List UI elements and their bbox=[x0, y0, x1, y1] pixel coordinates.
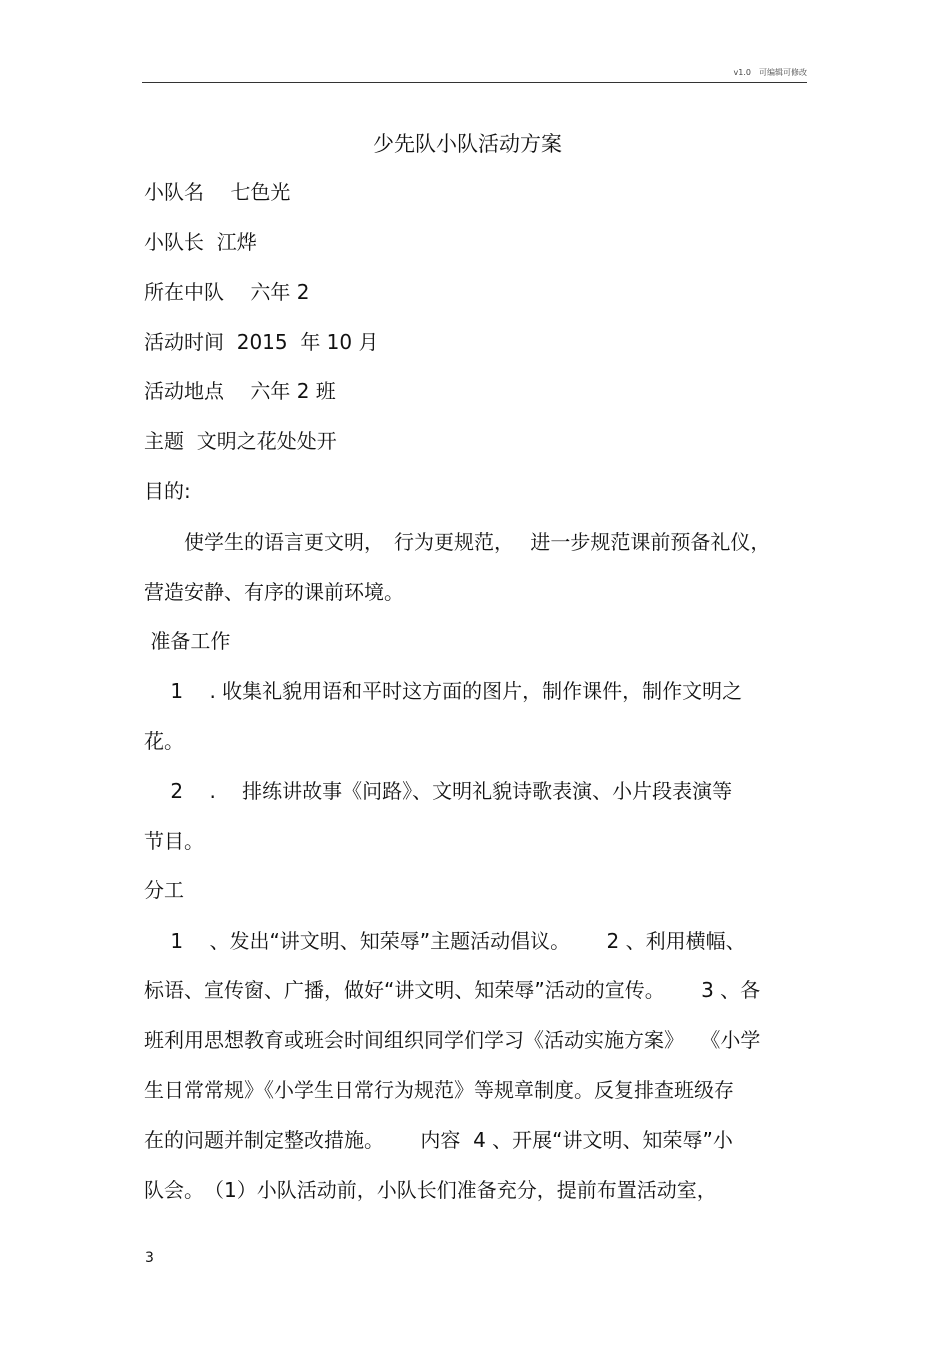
text-line: 分工 bbox=[144, 878, 184, 902]
text-line: 班利用思想教育或班会时间组织同学们学习《活动实施方案》 《小学 bbox=[144, 1028, 761, 1052]
text-line: 队会。 （1）小队活动前，小队长们准备充分，提前布置活动室， bbox=[144, 1178, 717, 1202]
text-line: 花。 bbox=[144, 729, 184, 753]
header-divider bbox=[142, 82, 807, 83]
text-line: 主题 文明之花处处开 bbox=[144, 429, 337, 453]
text-line: 使学生的语言更文明， 行为更规范， 进一步规范课前预备礼仪， bbox=[144, 530, 771, 554]
header-version-note: v1.0 可编辑可修改 bbox=[733, 68, 807, 77]
text-line: 活动地点 六年 2 班 bbox=[144, 379, 336, 403]
text-line: 生日常常规》《小学生日常行为规范》等规章制度。反复排查班级存 bbox=[144, 1078, 734, 1102]
text-line: 小队名 七色光 bbox=[144, 180, 291, 204]
text-line: 所在中队 六年 2 bbox=[144, 280, 310, 304]
text-line: 小队长 江烨 bbox=[144, 230, 257, 254]
text-line: 1 . 收集礼貌用语和平时这方面的图片，制作课件，制作文明之 bbox=[144, 679, 743, 703]
text-line: 在的问题并制定整改措施。 内容 4 、开展“讲文明、知荣辱”小 bbox=[144, 1128, 733, 1152]
text-line: 目的: bbox=[144, 479, 191, 503]
text-line: 活动时间 2015 年 10 月 bbox=[144, 330, 379, 354]
text-line: 2 . 排练讲故事《问路》、文明礼貌诗歌表演、小片段表演等 bbox=[144, 779, 733, 803]
text-line: 1 、发出“讲文明、知荣辱”主题活动倡议。 2 、利用横幅、 bbox=[144, 929, 746, 953]
text-line: 标语、宣传窗、广播，做好“讲文明、知荣辱”活动的宣传。 3 、各 bbox=[144, 978, 761, 1002]
page-number: 3 bbox=[145, 1250, 154, 1266]
text-line: 营造安静、有序的课前环境。 bbox=[144, 580, 404, 604]
document-title: 少先队小队活动方案 bbox=[373, 132, 562, 156]
text-line: 准备工作 bbox=[144, 629, 231, 653]
text-line: 节目。 bbox=[144, 829, 204, 853]
